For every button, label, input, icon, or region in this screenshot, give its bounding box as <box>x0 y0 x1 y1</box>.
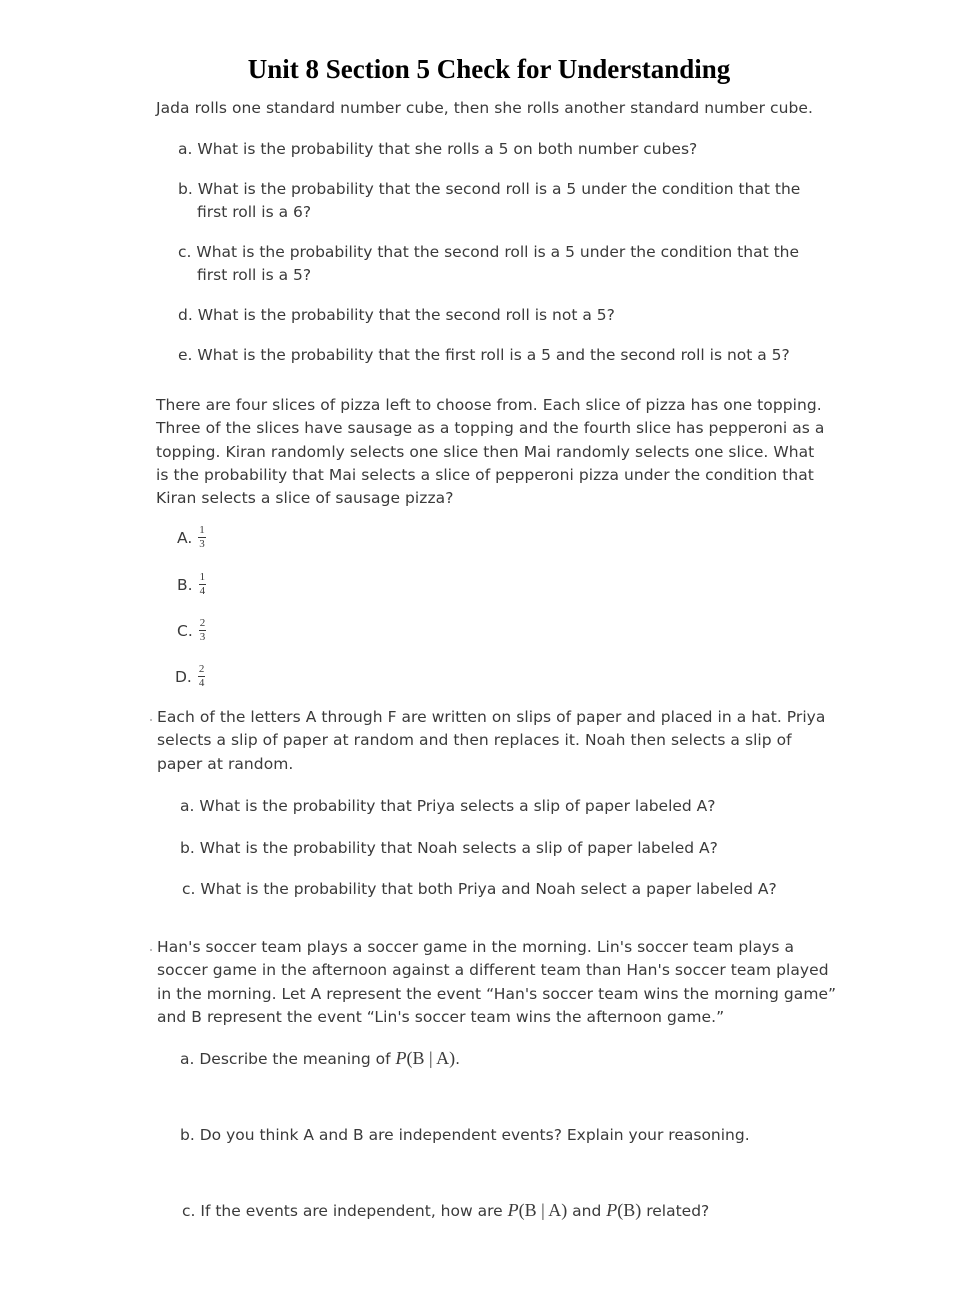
q4-item-a-text: Describe the meaning of <box>199 1050 391 1068</box>
stray-dot <box>150 719 152 721</box>
q1-item-c-label: c. <box>178 243 192 261</box>
q2-choice-b-fraction <box>199 572 207 597</box>
q4-item-c-and: and <box>572 1202 602 1220</box>
q2-choice-d-fraction <box>198 664 206 689</box>
q4-item-c-expression-2 <box>606 1200 641 1220</box>
q4-item-a-expression-body: (B | A) <box>406 1048 456 1068</box>
q3-item-b-label: b. <box>180 839 195 857</box>
q4-item-a-period: . <box>455 1050 461 1068</box>
q2-choice-b-denominator: 4 <box>199 585 206 597</box>
probability-symbol: P <box>606 1200 618 1220</box>
q1-item-a-text: What is the probability that she rolls a 5 on both number cubes? <box>197 140 698 158</box>
q3-item-a-label: a. <box>180 797 195 815</box>
q3-item-c <box>182 878 822 901</box>
q1-item-e-label: e. <box>178 346 193 364</box>
q1-item-a-label: a. <box>178 140 193 158</box>
q2-choice-d-denominator: 4 <box>198 677 205 689</box>
q4-intro: Han's soccer team plays a soccer game in the morning. Lin's soccer team plays a soccer game in the afternoon against a different team than Han's soccer team played in the morning. Let A represent the event “Han's soccer team wins the morning game” and B represent the event “Lin's soccer team wins the afternoon game.” <box>157 938 837 1026</box>
q1-item-b-text: What is the probability that the second roll is a 5 under the condition that the first roll is a 6? <box>197 180 801 222</box>
q2-choice-c-fraction <box>199 618 207 643</box>
q2-choice-a-numerator: 1 <box>199 524 205 536</box>
q2-choice-a-fraction <box>198 525 206 550</box>
q4-item-a-label: a. <box>180 1050 195 1068</box>
q4-item-a-expression <box>396 1048 456 1068</box>
q1-item-d <box>178 304 818 327</box>
q2-choice-b-numerator: 1 <box>199 571 206 583</box>
q4-item-c-text-end: related? <box>646 1202 710 1220</box>
q3-intro: Each of the letters A through F are written on slips of paper and placed in a hat. Priya selects a slip of paper at random and then replaces it. Noah then selects a slip of paper at random. <box>157 708 826 773</box>
stray-dot <box>150 949 152 951</box>
q4-item-c-text-start: If the events are independent, how are <box>200 1202 503 1220</box>
q1-item-a <box>178 138 818 161</box>
q2-choice-c-numerator: 2 <box>199 617 206 629</box>
q1-item-c-text: What is the probability that the second roll is a 5 under the condition that the first roll is a 5? <box>196 243 800 285</box>
probability-symbol: P <box>507 1200 519 1220</box>
q2-intro: There are four slices of pizza left to choose from. Each slice of pizza has one topping. Three of the slices have sausage as a topping and the fourth slice has pepperoni as a topping. Kiran randomly selects one slice then Mai randomly selects one slice. What is the probability that Mai selects a slice of pepperoni pizza under the condition that Kiran selects a slice of sausage pizza? <box>156 396 825 508</box>
q3-item-b-text: What is the probability that Noah selects a slip of paper labeled A? <box>199 839 718 857</box>
q4-item-c <box>182 1199 822 1223</box>
q3-item-a <box>180 795 820 818</box>
q4-item-b-text: Do you think A and B are independent events? Explain your reasoning. <box>199 1126 750 1144</box>
q2-choice-c <box>177 619 206 644</box>
q2-choice-d-numerator: 2 <box>198 663 205 675</box>
q3-item-a-text: What is the probability that Priya selects a slip of paper labeled A? <box>199 797 716 815</box>
q2-choice-c-denominator: 3 <box>199 631 206 643</box>
q2-choice-b <box>177 573 206 598</box>
q4-item-c-expression-1 <box>508 1200 568 1220</box>
q1-item-b-label: b. <box>178 180 193 198</box>
q2-choice-d-label: D. <box>175 668 192 686</box>
q2-choice-d <box>175 665 205 690</box>
q4-item-c-expression-1-body: (B | A) <box>518 1200 568 1220</box>
q2-choice-a <box>177 526 206 551</box>
q3-item-c-text: What is the probability that both Priya and Noah select a paper labeled A? <box>200 880 777 898</box>
q1-item-e <box>178 344 838 367</box>
q2-choice-b-label: B. <box>177 576 193 594</box>
q2-choice-a-denominator: 3 <box>199 538 205 550</box>
q2-choice-a-label: A. <box>177 529 193 547</box>
q4-item-c-expression-2-body: (B) <box>617 1200 642 1220</box>
q2-choice-c-label: C. <box>177 622 193 640</box>
page-title: Unit 8 Section 5 Check for Understanding <box>247 54 731 84</box>
probability-symbol: P <box>395 1048 407 1068</box>
q4-item-a <box>180 1047 820 1071</box>
q4-item-b-label: b. <box>180 1126 195 1144</box>
q1-intro: Jada rolls one standard number cube, then she rolls another standard number cube. <box>156 99 813 117</box>
q4-item-c-label: c. <box>182 1202 196 1220</box>
q1-item-c <box>178 241 827 288</box>
q3-item-c-label: c. <box>182 880 196 898</box>
q1-item-d-text: What is the probability that the second roll is not a 5? <box>197 306 615 324</box>
q4-item-b <box>180 1124 820 1147</box>
q3-item-b <box>180 837 820 860</box>
q1-item-d-label: d. <box>178 306 193 324</box>
q1-item-b <box>178 178 827 225</box>
q1-item-e-text: What is the probability that the first roll is a 5 and the second roll is not a 5? <box>197 346 790 364</box>
